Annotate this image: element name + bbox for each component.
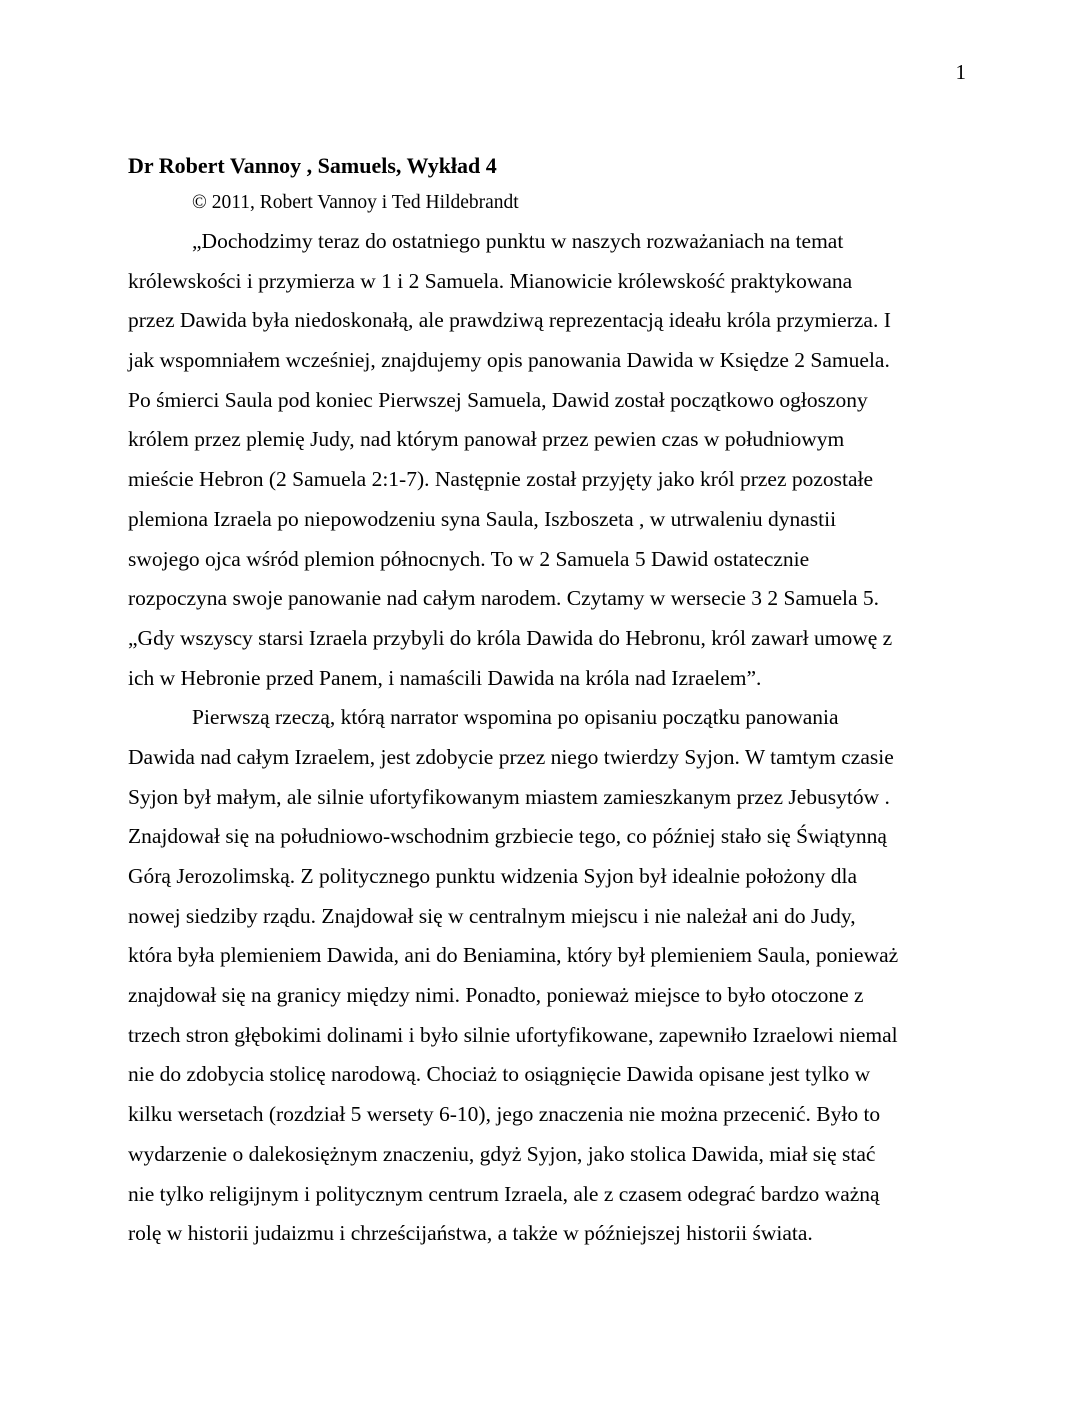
text-line: rozpoczyna swoje panowanie nad całym narodem. Czytamy w wersecie 3 2 Samuela 5.	[128, 586, 880, 611]
text-line: Pierwszą rzeczą, którą narrator wspomina po opisaniu początku panowania	[192, 705, 839, 730]
text-line: mieście Hebron (2 Samuela 2:1-7). Następnie został przyjęty jako król przez pozostałe	[128, 467, 874, 492]
text-line: Górą Jerozolimską. Z politycznego punktu widzenia Syjon był idealnie położony dla	[128, 864, 858, 888]
text-line: znajdował się na granicy między nimi. Ponadto, ponieważ miejsce to było otoczone z	[128, 983, 864, 1008]
paragraph	[128, 698, 973, 1254]
text-line: trzech stron głębokimi dolinami i było silnie ufortyfikowane, zapewniło Izraelowi niemal	[128, 1022, 898, 1047]
text-line: jak wspomniałem wcześniej, znajdujemy opis panowania Dawida w Księdze 2 Samuela.	[128, 348, 890, 373]
paragraph	[128, 222, 973, 698]
text-line: Po śmierci Saula pod koniec Pierwszej Samuela, Dawid został początkowo ogłoszony	[128, 387, 868, 412]
text-line: która była plemieniem Dawida, ani do Beniamina, który był plemieniem Saula, ponieważ	[128, 943, 899, 968]
text-line: Dawida nad całym Izraelem, jest zdobycie przez niego twierdzy Syjon. W tamtym czasie	[128, 744, 894, 769]
text-line: Syjon był małym, ale silnie ufortyfikowanym miastem zamieszkanym przez Jebusytów .	[128, 784, 890, 809]
text-line: Znajdował się na południowo-wschodnim grzbiecie tego, co później stało się Świątynną	[128, 824, 887, 849]
text-line: przez Dawida była niedoskonałą, ale prawdziwą reprezentacją ideału króla przymierza. I	[128, 308, 891, 333]
text-line: swojego ojca wśród plemion północnych. To w 2 Samuela 5 Dawid ostatecznie	[128, 546, 810, 571]
text-line: ich w Hebronie przed Panem, i namaścili Dawida na króla nad Izraelem”.	[128, 665, 762, 690]
text-line: nie do zdobycia stolicę narodową. Chociaż to osiągnięcie Dawida opisane jest tylko w	[128, 1062, 871, 1087]
page-number: 1	[955, 60, 966, 84]
paragraphs	[128, 222, 973, 1254]
text-line: kilku wersetach (rozdział 5 wersety 6-10), jego znaczenia nie można przecenić. Było to	[128, 1102, 881, 1127]
text-line: „Dochodzimy teraz do ostatniego punktu w naszych rozważaniach na temat	[192, 229, 844, 253]
text-line: rolę w historii judaizmu i chrześcijaństwa, a także w późniejszej historii świata.	[128, 1221, 813, 1246]
text-line: plemiona Izraela po niepowodzeniu syna Saula, Iszboszeta , w utrwaleniu dynastii	[128, 506, 837, 531]
text-line: nie tylko religijnym i politycznym centrum Izraela, ale z czasem odegrać bardzo ważną	[128, 1181, 880, 1206]
document-content	[128, 150, 973, 1254]
text-line: królewskości i przymierza w 1 i 2 Samuela. Mianowicie królewskość praktykowana	[128, 268, 853, 293]
document-title: Dr Robert Vannoy , Samuels, Wykład 4	[128, 153, 497, 178]
text-line: „Gdy wszyscy starsi Izraela przybyli do króla Dawida do Hebronu, król zawarł umowę z	[128, 625, 893, 650]
text-line: nowej siedziby rządu. Znajdował się w centralnym miejscu i nie należał ani do Judy,	[128, 903, 856, 928]
text-line: wydarzenie o dalekosiężnym znaczeniu, gdyż Syjon, jako stolica Dawida, miał się stać	[128, 1141, 876, 1166]
copyright-line: © 2011, Robert Vannoy i Ted Hildebrandt	[192, 192, 519, 213]
text-line: królem przez plemię Judy, nad którym panował przez pewien czas w południowym	[128, 427, 845, 452]
